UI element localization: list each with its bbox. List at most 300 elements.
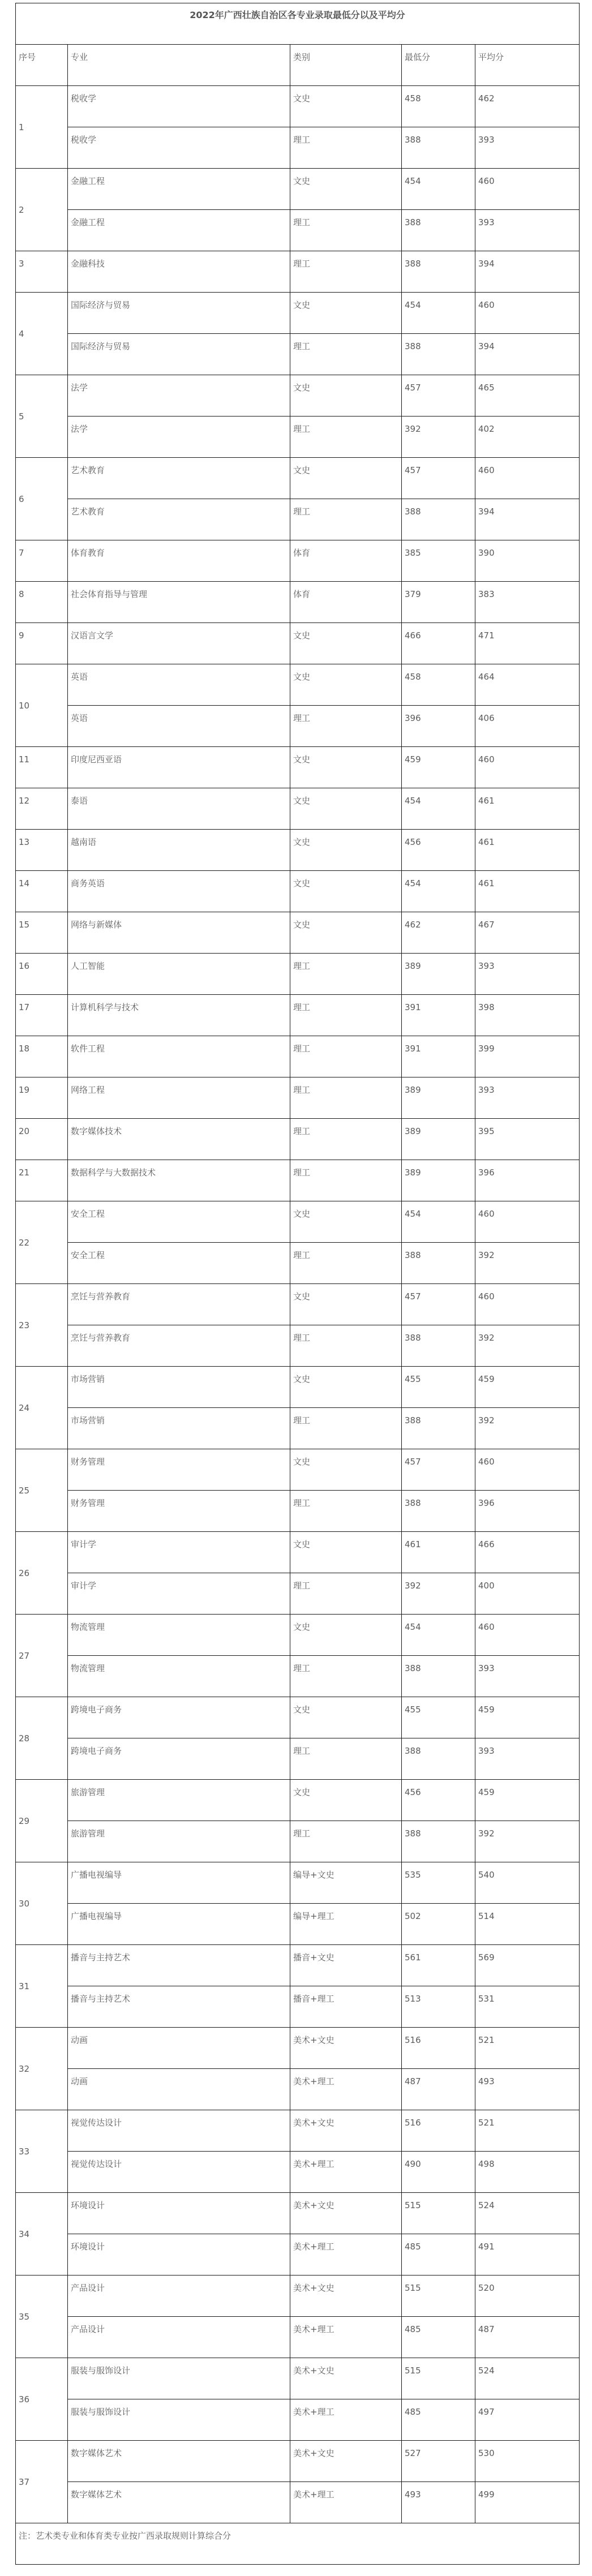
avg-score-cell: 471 <box>475 623 580 664</box>
table-row <box>16 912 580 954</box>
header-min-score: 最低分 <box>402 45 475 86</box>
table-row <box>16 86 580 127</box>
seq-number: 14 <box>16 871 68 912</box>
min-score-cell: 379 <box>402 582 475 623</box>
category-cell: 理工 <box>290 1119 402 1160</box>
min-score-cell: 388 <box>402 1656 475 1697</box>
min-score-cell: 527 <box>402 2441 475 2482</box>
min-score-cell: 454 <box>402 1201 475 1243</box>
avg-score-cell: 392 <box>475 1243 580 1284</box>
category-cell: 文史 <box>290 1449 402 1491</box>
min-score-cell: 502 <box>402 1904 475 1945</box>
major-cell: 动画 <box>68 2028 290 2069</box>
min-score-cell: 462 <box>402 912 475 954</box>
major-cell: 商务英语 <box>68 871 290 912</box>
title-row <box>16 3 580 45</box>
avg-score-cell: 460 <box>475 1201 580 1243</box>
seq-number: 19 <box>16 1077 68 1119</box>
category-cell: 理工 <box>290 1656 402 1697</box>
avg-score-cell: 392 <box>475 1325 580 1367</box>
major-cell: 英语 <box>68 664 290 706</box>
avg-score-cell: 524 <box>475 2193 580 2234</box>
avg-score-cell: 459 <box>475 1697 580 1738</box>
avg-score-cell: 460 <box>475 169 580 210</box>
table-row <box>16 1573 580 1615</box>
major-cell: 金融工程 <box>68 210 290 251</box>
min-score-cell: 392 <box>402 1573 475 1615</box>
seq-number: 35 <box>16 2276 68 2358</box>
seq-number: 26 <box>16 1532 68 1615</box>
category-cell: 文史 <box>290 1615 402 1656</box>
category-cell: 编导+理工 <box>290 1904 402 1945</box>
category-cell: 文史 <box>290 86 402 127</box>
category-cell: 理工 <box>290 1325 402 1367</box>
table-row <box>16 1904 580 1945</box>
min-score-cell: 515 <box>402 2193 475 2234</box>
major-cell: 法学 <box>68 417 290 458</box>
avg-score-cell: 393 <box>475 1656 580 1697</box>
category-cell: 理工 <box>290 1160 402 1201</box>
table-row <box>16 251 580 293</box>
table-row <box>16 127 580 169</box>
seq-number: 25 <box>16 1449 68 1532</box>
table-row <box>16 2028 580 2069</box>
min-score-cell: 458 <box>402 664 475 706</box>
min-score-cell: 392 <box>402 417 475 458</box>
category-cell: 理工 <box>290 1036 402 1077</box>
major-cell: 数字媒体艺术 <box>68 2441 290 2482</box>
min-score-cell: 490 <box>402 2152 475 2193</box>
header-avg-score: 平均分 <box>475 45 580 86</box>
min-score-cell: 389 <box>402 1077 475 1119</box>
table-body <box>16 3 580 2565</box>
major-cell: 国际经济与贸易 <box>68 334 290 375</box>
major-cell: 越南语 <box>68 830 290 871</box>
seq-number: 21 <box>16 1160 68 1201</box>
min-score-cell: 389 <box>402 1160 475 1201</box>
avg-score-cell: 393 <box>475 1738 580 1780</box>
table-row <box>16 1986 580 2028</box>
seq-number: 24 <box>16 1367 68 1449</box>
seq-number: 33 <box>16 2110 68 2193</box>
major-cell: 人工智能 <box>68 954 290 995</box>
seq-number: 4 <box>16 293 68 375</box>
category-cell: 播音+文史 <box>290 1945 402 1986</box>
major-cell: 体育教育 <box>68 540 290 582</box>
table-row <box>16 375 580 417</box>
avg-score-cell: 393 <box>475 1077 580 1119</box>
category-cell: 编导+文史 <box>290 1862 402 1904</box>
category-cell: 文史 <box>290 912 402 954</box>
major-cell: 播音与主持艺术 <box>68 1986 290 2028</box>
major-cell: 烹饪与营养教育 <box>68 1325 290 1367</box>
category-cell: 文史 <box>290 1532 402 1573</box>
table-row <box>16 1449 580 1491</box>
table-row <box>16 210 580 251</box>
table-row <box>16 954 580 995</box>
seq-number: 22 <box>16 1201 68 1284</box>
avg-score-cell: 390 <box>475 540 580 582</box>
table-row <box>16 1491 580 1532</box>
table-row <box>16 664 580 706</box>
avg-score-cell: 461 <box>475 871 580 912</box>
min-score-cell: 391 <box>402 995 475 1036</box>
major-cell: 视觉传达设计 <box>68 2110 290 2152</box>
min-score-cell: 487 <box>402 2069 475 2110</box>
category-cell: 文史 <box>290 747 402 788</box>
avg-score-cell: 396 <box>475 1160 580 1201</box>
avg-score-cell: 461 <box>475 830 580 871</box>
major-cell: 数据科学与大数据技术 <box>68 1160 290 1201</box>
major-cell: 财务管理 <box>68 1491 290 1532</box>
major-cell: 市场营销 <box>68 1408 290 1449</box>
table-row <box>16 788 580 830</box>
avg-score-cell: 400 <box>475 1573 580 1615</box>
min-score-cell: 388 <box>402 1738 475 1780</box>
header-major: 专业 <box>68 45 290 86</box>
min-score-cell: 388 <box>402 499 475 540</box>
min-score-cell: 456 <box>402 1780 475 1821</box>
min-score-cell: 466 <box>402 623 475 664</box>
table-row <box>16 293 580 334</box>
table-row <box>16 2110 580 2152</box>
seq-number: 23 <box>16 1284 68 1367</box>
major-cell: 旅游管理 <box>68 1780 290 1821</box>
category-cell: 美术+文史 <box>290 2358 402 2399</box>
category-cell: 文史 <box>290 1201 402 1243</box>
table-row <box>16 2276 580 2317</box>
min-score-cell: 385 <box>402 540 475 582</box>
admission-score-table <box>15 3 580 2565</box>
major-cell: 安全工程 <box>68 1201 290 1243</box>
major-cell: 汉语言文学 <box>68 623 290 664</box>
avg-score-cell: 383 <box>475 582 580 623</box>
avg-score-cell: 569 <box>475 1945 580 1986</box>
seq-number: 31 <box>16 1945 68 2028</box>
table-row <box>16 1243 580 1284</box>
table-row <box>16 1945 580 1986</box>
seq-number: 16 <box>16 954 68 995</box>
major-cell: 英语 <box>68 706 290 747</box>
min-score-cell: 389 <box>402 1119 475 1160</box>
category-cell: 理工 <box>290 417 402 458</box>
avg-score-cell: 465 <box>475 375 580 417</box>
major-cell: 广播电视编导 <box>68 1862 290 1904</box>
category-cell: 美术+理工 <box>290 2069 402 2110</box>
avg-score-cell: 467 <box>475 912 580 954</box>
min-score-cell: 388 <box>402 1408 475 1449</box>
category-cell: 文史 <box>290 623 402 664</box>
category-cell: 美术+理工 <box>290 2234 402 2276</box>
avg-score-cell: 493 <box>475 2069 580 2110</box>
seq-number: 2 <box>16 169 68 251</box>
category-cell: 美术+文史 <box>290 2441 402 2482</box>
category-cell: 文史 <box>290 1284 402 1325</box>
major-cell: 税收学 <box>68 86 290 127</box>
min-score-cell: 485 <box>402 2317 475 2358</box>
avg-score-cell: 460 <box>475 1615 580 1656</box>
min-score-cell: 459 <box>402 747 475 788</box>
category-cell: 文史 <box>290 1697 402 1738</box>
table-row <box>16 458 580 499</box>
avg-score-cell: 466 <box>475 1532 580 1573</box>
min-score-cell: 461 <box>402 1532 475 1573</box>
min-score-cell: 457 <box>402 1284 475 1325</box>
table-row <box>16 1077 580 1119</box>
major-cell: 数字媒体艺术 <box>68 2482 290 2523</box>
major-cell: 社会体育指导与管理 <box>68 582 290 623</box>
category-cell: 理工 <box>290 334 402 375</box>
min-score-cell: 454 <box>402 1615 475 1656</box>
seq-number: 11 <box>16 747 68 788</box>
avg-score-cell: 460 <box>475 1449 580 1491</box>
table-row <box>16 1738 580 1780</box>
avg-score-cell: 394 <box>475 334 580 375</box>
avg-score-cell: 530 <box>475 2441 580 2482</box>
min-score-cell: 455 <box>402 1367 475 1408</box>
min-score-cell: 516 <box>402 2110 475 2152</box>
min-score-cell: 516 <box>402 2028 475 2069</box>
min-score-cell: 454 <box>402 169 475 210</box>
category-cell: 美术+理工 <box>290 2317 402 2358</box>
table-row <box>16 2358 580 2399</box>
table-row <box>16 1036 580 1077</box>
major-cell: 产品设计 <box>68 2276 290 2317</box>
table-row <box>16 706 580 747</box>
avg-score-cell: 406 <box>475 706 580 747</box>
table-row <box>16 1532 580 1573</box>
major-cell: 物流管理 <box>68 1656 290 1697</box>
major-cell: 环境设计 <box>68 2193 290 2234</box>
table-row <box>16 1367 580 1408</box>
min-score-cell: 485 <box>402 2234 475 2276</box>
table-row <box>16 1821 580 1862</box>
table-row <box>16 1284 580 1325</box>
seq-number: 15 <box>16 912 68 954</box>
min-score-cell: 388 <box>402 334 475 375</box>
category-cell: 体育 <box>290 540 402 582</box>
min-score-cell: 513 <box>402 1986 475 2028</box>
table-row <box>16 2482 580 2523</box>
category-cell: 理工 <box>290 251 402 293</box>
category-cell: 理工 <box>290 1573 402 1615</box>
avg-score-cell: 399 <box>475 1036 580 1077</box>
min-score-cell: 515 <box>402 2358 475 2399</box>
avg-score-cell: 520 <box>475 2276 580 2317</box>
seq-number: 27 <box>16 1615 68 1697</box>
avg-score-cell: 521 <box>475 2028 580 2069</box>
major-cell: 广播电视编导 <box>68 1904 290 1945</box>
min-score-cell: 388 <box>402 251 475 293</box>
major-cell: 金融工程 <box>68 169 290 210</box>
min-score-cell: 456 <box>402 830 475 871</box>
avg-score-cell: 402 <box>475 417 580 458</box>
major-cell: 服装与服饰设计 <box>68 2399 290 2441</box>
seq-number: 3 <box>16 251 68 293</box>
seq-number: 1 <box>16 86 68 169</box>
major-cell: 数字媒体技术 <box>68 1119 290 1160</box>
major-cell: 播音与主持艺术 <box>68 1945 290 1986</box>
min-score-cell: 457 <box>402 1449 475 1491</box>
table-row <box>16 830 580 871</box>
avg-score-cell: 514 <box>475 1904 580 1945</box>
table-row <box>16 2193 580 2234</box>
min-score-cell: 561 <box>402 1945 475 1986</box>
seq-number: 20 <box>16 1119 68 1160</box>
major-cell: 旅游管理 <box>68 1821 290 1862</box>
category-cell: 理工 <box>290 1821 402 1862</box>
table-row <box>16 995 580 1036</box>
min-score-cell: 485 <box>402 2399 475 2441</box>
avg-score-cell: 461 <box>475 788 580 830</box>
seq-number: 10 <box>16 664 68 747</box>
min-score-cell: 454 <box>402 788 475 830</box>
table-row <box>16 747 580 788</box>
category-cell: 文史 <box>290 830 402 871</box>
avg-score-cell: 392 <box>475 1821 580 1862</box>
category-cell: 理工 <box>290 499 402 540</box>
table-row <box>16 2399 580 2441</box>
avg-score-cell: 498 <box>475 2152 580 2193</box>
seq-number: 8 <box>16 582 68 623</box>
table-row <box>16 499 580 540</box>
avg-score-cell: 393 <box>475 210 580 251</box>
seq-number: 12 <box>16 788 68 830</box>
avg-score-cell: 497 <box>475 2399 580 2441</box>
table-row <box>16 2317 580 2358</box>
major-cell: 产品设计 <box>68 2317 290 2358</box>
avg-score-cell: 460 <box>475 747 580 788</box>
table-row <box>16 2234 580 2276</box>
avg-score-cell: 521 <box>475 2110 580 2152</box>
category-cell: 文史 <box>290 871 402 912</box>
major-cell: 安全工程 <box>68 1243 290 1284</box>
table-row <box>16 1201 580 1243</box>
category-cell: 美术+文史 <box>290 2110 402 2152</box>
min-score-cell: 389 <box>402 954 475 995</box>
table-row <box>16 1408 580 1449</box>
header-row <box>16 45 580 86</box>
major-cell: 网络与新媒体 <box>68 912 290 954</box>
table-row <box>16 2441 580 2482</box>
seq-number: 28 <box>16 1697 68 1780</box>
avg-score-cell: 459 <box>475 1367 580 1408</box>
table-row <box>16 169 580 210</box>
avg-score-cell: 540 <box>475 1862 580 1904</box>
major-cell: 计算机科学与技术 <box>68 995 290 1036</box>
avg-score-cell: 393 <box>475 127 580 169</box>
major-cell: 软件工程 <box>68 1036 290 1077</box>
avg-score-cell: 460 <box>475 293 580 334</box>
header-category: 类别 <box>290 45 402 86</box>
major-cell: 艺术教育 <box>68 499 290 540</box>
table-row <box>16 1697 580 1738</box>
table-row <box>16 1862 580 1904</box>
avg-score-cell: 395 <box>475 1119 580 1160</box>
avg-score-cell: 459 <box>475 1780 580 1821</box>
min-score-cell: 388 <box>402 127 475 169</box>
min-score-cell: 388 <box>402 1821 475 1862</box>
min-score-cell: 535 <box>402 1862 475 1904</box>
category-cell: 理工 <box>290 995 402 1036</box>
min-score-cell: 388 <box>402 1491 475 1532</box>
category-cell: 体育 <box>290 582 402 623</box>
major-cell: 网络工程 <box>68 1077 290 1119</box>
avg-score-cell: 396 <box>475 1491 580 1532</box>
seq-number: 6 <box>16 458 68 540</box>
seq-number: 9 <box>16 623 68 664</box>
note-row <box>16 2523 580 2565</box>
category-cell: 理工 <box>290 127 402 169</box>
table-row <box>16 334 580 375</box>
min-score-cell: 388 <box>402 1325 475 1367</box>
seq-number: 30 <box>16 1862 68 1945</box>
table-row <box>16 582 580 623</box>
table-title: 2022年广西壮族自治区各专业录取最低分以及平均分 <box>16 3 580 45</box>
table-row <box>16 417 580 458</box>
avg-score-cell: 393 <box>475 954 580 995</box>
category-cell: 理工 <box>290 954 402 995</box>
avg-score-cell: 487 <box>475 2317 580 2358</box>
table-row <box>16 1119 580 1160</box>
avg-score-cell: 464 <box>475 664 580 706</box>
seq-number: 18 <box>16 1036 68 1077</box>
major-cell: 环境设计 <box>68 2234 290 2276</box>
category-cell: 美术+文史 <box>290 2276 402 2317</box>
table-row <box>16 2069 580 2110</box>
major-cell: 印度尼西亚语 <box>68 747 290 788</box>
min-score-cell: 458 <box>402 86 475 127</box>
min-score-cell: 396 <box>402 706 475 747</box>
table-row <box>16 1325 580 1367</box>
category-cell: 文史 <box>290 458 402 499</box>
major-cell: 市场营销 <box>68 1367 290 1408</box>
min-score-cell: 391 <box>402 1036 475 1077</box>
min-score-cell: 454 <box>402 871 475 912</box>
seq-number: 29 <box>16 1780 68 1862</box>
seq-number: 37 <box>16 2441 68 2523</box>
min-score-cell: 388 <box>402 1243 475 1284</box>
major-cell: 动画 <box>68 2069 290 2110</box>
table-row <box>16 1160 580 1201</box>
avg-score-cell: 460 <box>475 1284 580 1325</box>
min-score-cell: 455 <box>402 1697 475 1738</box>
seq-number: 5 <box>16 375 68 458</box>
major-cell: 财务管理 <box>68 1449 290 1491</box>
major-cell: 服装与服饰设计 <box>68 2358 290 2399</box>
major-cell: 视觉传达设计 <box>68 2152 290 2193</box>
avg-score-cell: 491 <box>475 2234 580 2276</box>
seq-number: 36 <box>16 2358 68 2441</box>
min-score-cell: 388 <box>402 210 475 251</box>
table-row <box>16 623 580 664</box>
category-cell: 美术+文史 <box>290 2028 402 2069</box>
seq-number: 32 <box>16 2028 68 2110</box>
seq-number: 13 <box>16 830 68 871</box>
avg-score-cell: 462 <box>475 86 580 127</box>
avg-score-cell: 392 <box>475 1408 580 1449</box>
major-cell: 跨境电子商务 <box>68 1697 290 1738</box>
avg-score-cell: 499 <box>475 2482 580 2523</box>
category-cell: 理工 <box>290 706 402 747</box>
seq-number: 17 <box>16 995 68 1036</box>
seq-number: 34 <box>16 2193 68 2276</box>
avg-score-cell: 394 <box>475 499 580 540</box>
avg-score-cell: 531 <box>475 1986 580 2028</box>
category-cell: 理工 <box>290 210 402 251</box>
major-cell: 泰语 <box>68 788 290 830</box>
table-row <box>16 871 580 912</box>
